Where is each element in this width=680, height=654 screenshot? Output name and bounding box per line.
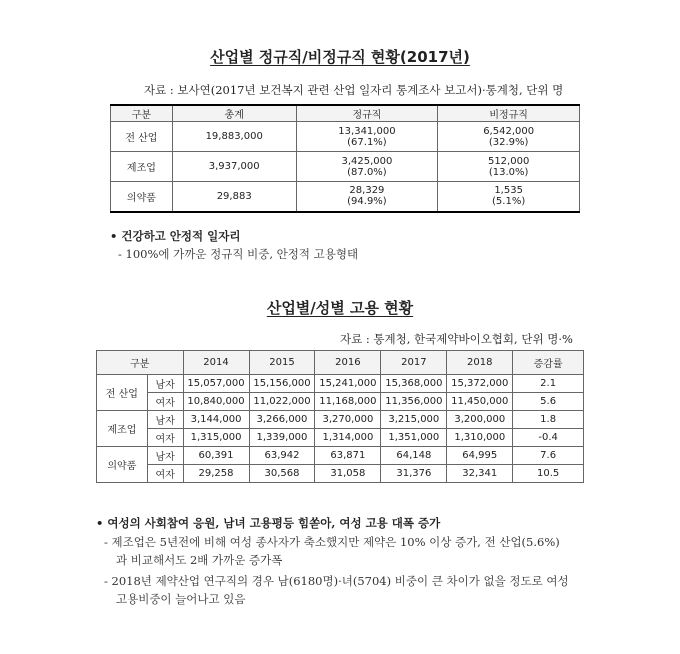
cell: 15,372,000 <box>447 375 513 393</box>
bullet-heading-1: • 건강하고 안정적 일자리 <box>110 229 241 243</box>
row-label: 제조업 <box>111 152 173 182</box>
table-row <box>97 429 584 447</box>
cell: 11,450,000 <box>447 393 513 411</box>
cell-regular: 28,329 (94.9%) <box>296 182 438 212</box>
col-header: 비정규직 <box>438 105 580 122</box>
bullet-detail-3: - 2018년 제약산업 연구직의 경우 남(6180명)·녀(5704) 비중이 큰 차이가 없을 정도로 여성 <box>104 574 569 588</box>
col-header: 구분 <box>97 351 184 375</box>
section-title-employment-type: 산업별 정규직/비정규직 현황(2017년) <box>210 48 470 66</box>
col-header: 2016 <box>315 351 381 375</box>
cell: 63,942 <box>249 447 315 465</box>
row-label: 전 산업 <box>111 122 173 152</box>
cell: 1,314,000 <box>315 429 381 447</box>
group-label: 의약품 <box>97 447 148 483</box>
cell: 60,391 <box>183 447 249 465</box>
bullet-detail-1: - 100%에 가까운 정규직 비중, 안정적 고용형태 <box>118 247 359 261</box>
cell: 15,156,000 <box>249 375 315 393</box>
cell: 64,148 <box>381 447 447 465</box>
group-label: 전 산업 <box>97 375 148 411</box>
col-header: 2015 <box>249 351 315 375</box>
sex-label: 남자 <box>147 447 183 465</box>
cell-growth: 5.6 <box>513 393 584 411</box>
cell-growth: -0.4 <box>513 429 584 447</box>
table-row <box>97 393 584 411</box>
table-row <box>97 375 584 393</box>
table-row <box>111 182 580 212</box>
col-header: 정규직 <box>296 105 438 122</box>
bullet-heading-2: • 여성의 사회참여 응원, 남녀 고용평등 힘쏟아, 여성 고용 대폭 증가 <box>96 516 441 530</box>
col-header: 2018 <box>447 351 513 375</box>
cell: 3,270,000 <box>315 411 381 429</box>
cell-growth: 7.6 <box>513 447 584 465</box>
bullet-detail-3-cont: 고용비중이 늘어나고 있음 <box>116 592 246 606</box>
employment-type-table <box>110 104 580 213</box>
cell-growth: 1.8 <box>513 411 584 429</box>
col-header: 2014 <box>183 351 249 375</box>
source-note-2: 자료 : 통계청, 한국제약바이오협회, 단위 명·% <box>340 332 573 346</box>
cell: 3,200,000 <box>447 411 513 429</box>
cell: 1,310,000 <box>447 429 513 447</box>
sex-label: 여자 <box>147 393 183 411</box>
col-header: 총계 <box>172 105 296 122</box>
cell: 63,871 <box>315 447 381 465</box>
cell: 11,022,000 <box>249 393 315 411</box>
cell: 3,144,000 <box>183 411 249 429</box>
cell: 3,215,000 <box>381 411 447 429</box>
cell: 64,995 <box>447 447 513 465</box>
cell: 15,057,000 <box>183 375 249 393</box>
section-title-gender-employment: 산업별/성별 고용 현황 <box>266 299 414 317</box>
cell-total: 3,937,000 <box>172 152 296 182</box>
table-row <box>111 152 580 182</box>
cell: 11,168,000 <box>315 393 381 411</box>
cell-total: 19,883,000 <box>172 122 296 152</box>
cell: 31,376 <box>381 465 447 483</box>
cell: 15,368,000 <box>381 375 447 393</box>
cell-total: 29,883 <box>172 182 296 212</box>
cell: 15,241,000 <box>315 375 381 393</box>
cell: 1,315,000 <box>183 429 249 447</box>
bullet-detail-2: - 제조업은 5년전에 비해 여성 종사자가 축소했지만 제약은 10% 이상 증가, 전 산업(5.6%) <box>104 535 560 549</box>
sex-label: 여자 <box>147 429 183 447</box>
row-label: 의약품 <box>111 182 173 212</box>
cell: 10,840,000 <box>183 393 249 411</box>
sex-label: 여자 <box>147 465 183 483</box>
group-label: 제조업 <box>97 411 148 447</box>
cell: 31,058 <box>315 465 381 483</box>
table-row <box>97 465 584 483</box>
gender-employment-table <box>96 350 584 483</box>
cell: 1,351,000 <box>381 429 447 447</box>
sex-label: 남자 <box>147 411 183 429</box>
table-row <box>97 411 584 429</box>
table-row <box>97 447 584 465</box>
table-header-row <box>97 351 584 375</box>
cell: 1,339,000 <box>249 429 315 447</box>
cell-growth: 2.1 <box>513 375 584 393</box>
cell-growth: 10.5 <box>513 465 584 483</box>
cell: 29,258 <box>183 465 249 483</box>
table-header-row <box>111 105 580 122</box>
cell: 3,266,000 <box>249 411 315 429</box>
col-header: 증감률 <box>513 351 584 375</box>
cell-irregular: 1,535 (5.1%) <box>438 182 580 212</box>
cell-irregular: 512,000 (13.0%) <box>438 152 580 182</box>
col-header: 구분 <box>111 105 173 122</box>
col-header: 2017 <box>381 351 447 375</box>
cell: 32,341 <box>447 465 513 483</box>
table-row <box>111 122 580 152</box>
cell-regular: 13,341,000 (67.1%) <box>296 122 438 152</box>
sex-label: 남자 <box>147 375 183 393</box>
cell-irregular: 6,542,000 (32.9%) <box>438 122 580 152</box>
cell: 11,356,000 <box>381 393 447 411</box>
source-note-1: 자료 : 보사연(2017년 보건복지 관련 산업 일자리 통계조사 보고서)·통계청, 단위 명 <box>144 83 564 97</box>
cell: 30,568 <box>249 465 315 483</box>
bullet-detail-2-cont: 과 비교해서도 2배 가까운 증가폭 <box>116 553 283 567</box>
cell-regular: 3,425,000 (87.0%) <box>296 152 438 182</box>
